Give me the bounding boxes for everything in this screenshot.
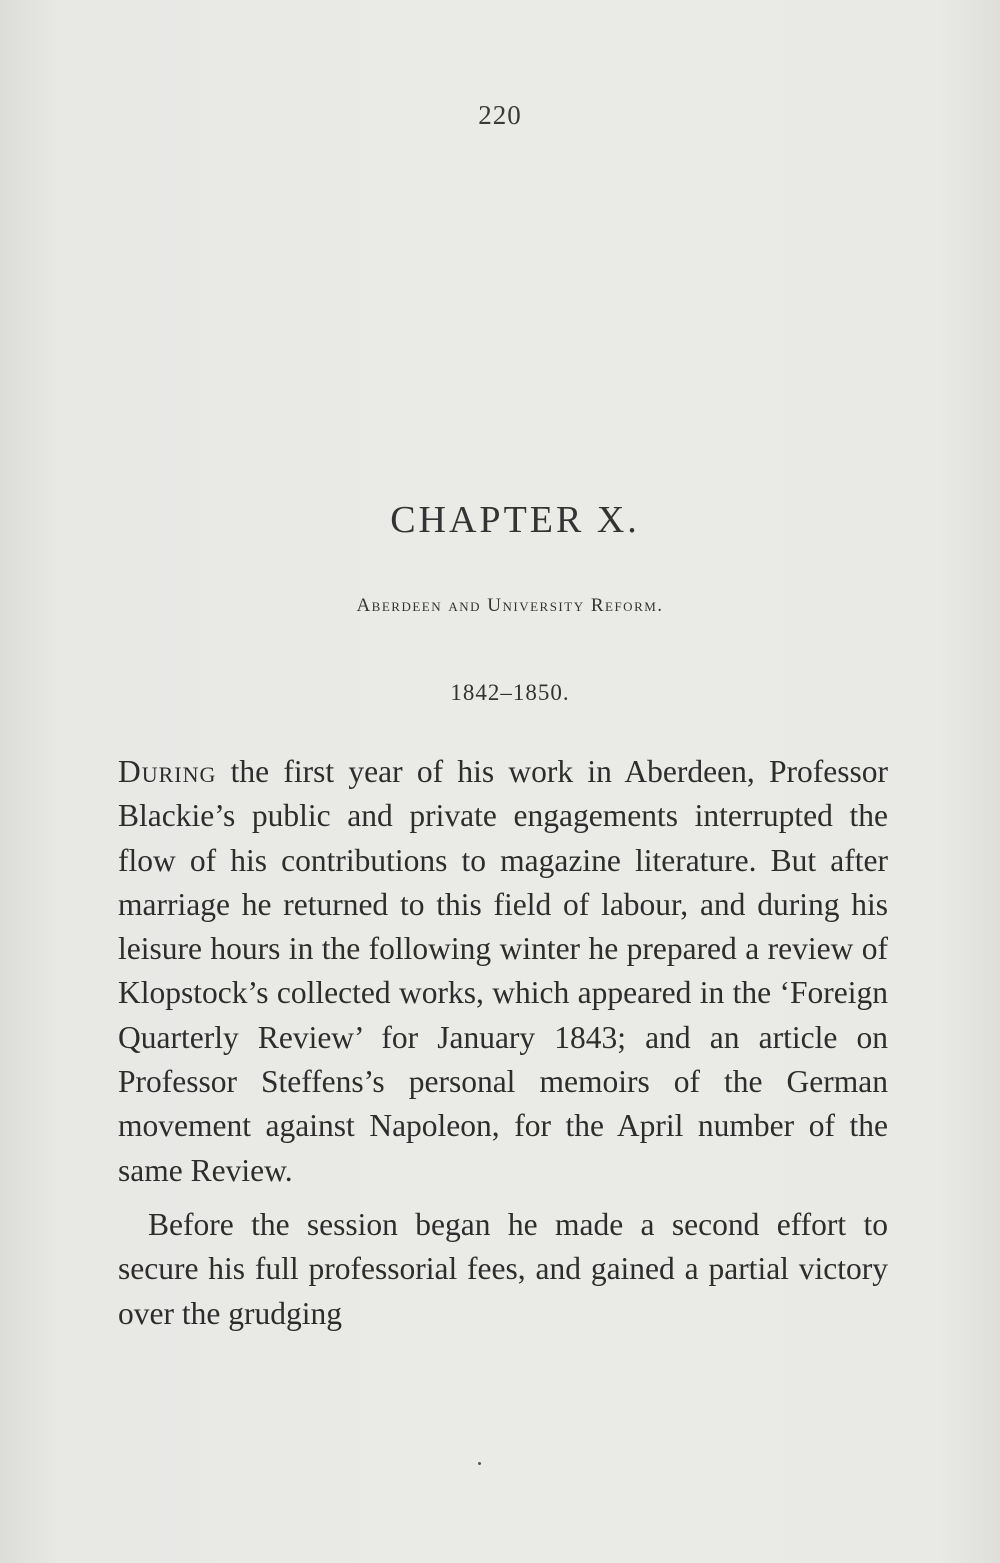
paragraph-1	[118, 750, 888, 1193]
paragraph-1-text: the first year of his work in Aberdeen, Professor Blackie’s public and private engagements interrupted the flow of his contributions to magazine literature. But after marriage he returned to this field of labour, and during his leisure hours in the following winter he prepared a review of Klopstock’s collected works, which appeared in the ‘Foreign Quarterly Review’ for January 1843; and an article on Professor Steffens’s personal memoirs of the German movement against Napoleon, for the April number of the same Review.	[118, 754, 888, 1188]
paragraph-lead-word: During	[118, 754, 217, 789]
chapter-title: CHAPTER X.	[390, 499, 640, 541]
body-text	[118, 750, 888, 1336]
chapter-dates: 1842–1850.	[450, 680, 570, 705]
page-number: 220	[478, 100, 522, 130]
chapter-subtitle: Aberdeen and University Reform.	[356, 595, 664, 616]
print-speck	[478, 1462, 481, 1465]
paragraph-2: Before the session began he made a second effort to secure his full professorial fees, and gained a partial victory over the grudging	[118, 1206, 888, 1331]
